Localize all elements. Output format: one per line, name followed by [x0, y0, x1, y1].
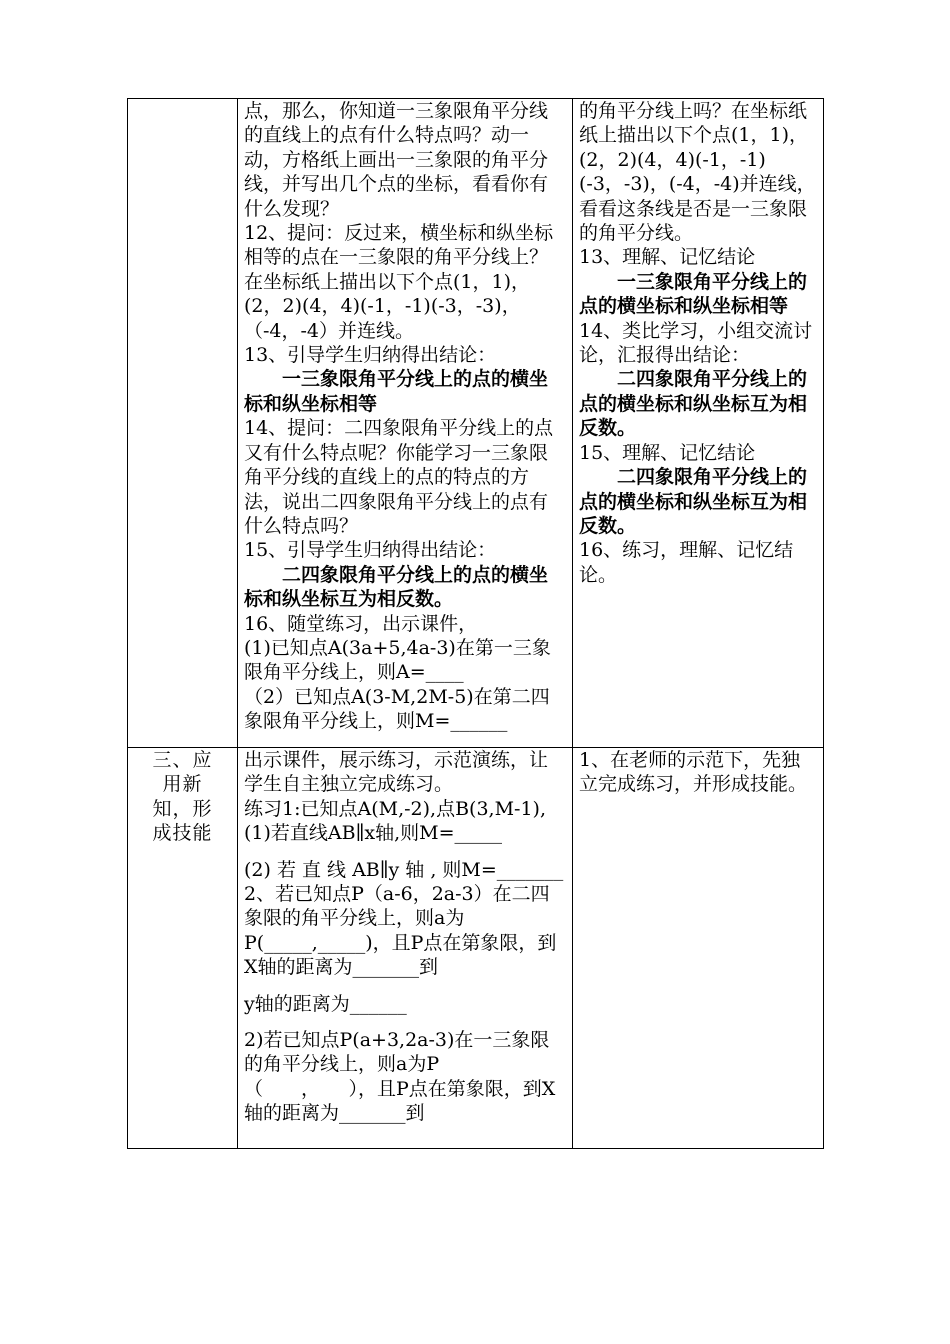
- teacher-paragraph: 15、引导学生归纳得出结论：: [244, 539, 497, 562]
- student-paragraph: 的角平分线上吗？在坐标纸纸上描出以下个点(1，1)，(2，2)(4，4)(-1，-1)(-3，-3)，(-4，-4)并连线，看看这条线是否是一三象限的角平分线。: [579, 100, 816, 245]
- exercise-text: 2)若已知点P(a+3,2a-3)在一三象限的角平分线上，则a为P（ ， ），且P点在第象限，到X轴的距离为_______到: [244, 1029, 556, 1125]
- conclusion-text: 二四象限角平分线上的点的横坐标和纵坐标互为相反数。: [244, 563, 549, 611]
- conclusion-text: 一三象限角平分线上的点的横坐标和纵坐标相等: [579, 270, 808, 318]
- exercise-text: 练习1:已知点A(M,-2),点B(3,M-1),: [244, 797, 546, 820]
- teacher-paragraph: 12、提问：反过来，横坐标和纵坐标相等的点在一三象限的角平分线上？在坐标纸上描出以下个点(1，1)，(2，2)(4，4)(-1，-1)(-3，-3)，（-4，-4）并连线。: [244, 222, 554, 342]
- exercise-text: y轴的距离为______: [244, 992, 407, 1015]
- student-paragraph: 16、练习，理解、记忆结论。: [579, 539, 794, 586]
- exercise-text: （2）已知点A(3-M,2M-5)在第二四象限角平分线上，则M=______: [244, 685, 550, 733]
- teacher-paragraph: 16、随堂练习，出示课件，: [244, 612, 478, 635]
- exercise-text: (1)若直线AB∥x轴,则M=_____: [244, 822, 503, 845]
- stage-label: 三、应用新知，形成技能: [152, 749, 213, 845]
- conclusion-text: 二四象限角平分线上的点的横坐标和纵坐标互为相反数。: [579, 466, 808, 537]
- student-paragraph: 1、在老师的示范下，先独立完成练习，并形成技能。: [579, 749, 808, 796]
- stage-cell: [128, 748, 238, 1149]
- student-activity-cell: [573, 99, 824, 748]
- conclusion-text: 一三象限角平分线上的点的横坐标和纵坐标相等: [244, 368, 549, 415]
- lesson-plan-table: [127, 98, 824, 1149]
- table-row: [128, 99, 824, 748]
- stage-cell: [128, 99, 238, 748]
- teacher-paragraph: 点，那么，你知道一三象限角平分线的直线上的点有什么特点吗？动一动，方格纸上画出一三象限的角平分线，并写出几个点的坐标，看看你有什么发现？: [244, 100, 549, 220]
- exercise-text: (1)已知点A(3a+5,4a-3)在第一三象限角平分线上，则A=____: [244, 636, 551, 684]
- teacher-paragraph: 13、引导学生归纳得出结论：: [244, 344, 497, 367]
- student-paragraph: 13、理解、记忆结论: [579, 246, 756, 269]
- conclusion-text: 二四象限角平分线上的点的横坐标和纵坐标互为相反数。: [579, 368, 808, 440]
- student-paragraph: 15、理解、记忆结论: [579, 441, 756, 464]
- teacher-activity-cell: [238, 99, 573, 748]
- teacher-activity-cell: [238, 748, 573, 1149]
- table-row: [128, 748, 824, 1149]
- student-activity-cell: [573, 748, 824, 1149]
- exercise-text: (2) 若 直 线 AB∥y 轴 , 则M=_______: [244, 858, 564, 881]
- exercise-text: 2、若已知点P（a-6，2a-3）在二四象限的角平分线上，则a为P(_____,_____)，且P点在第象限，到X轴的距离为_______到: [244, 883, 557, 979]
- teacher-paragraph: 14、提问：二四象限角平分线上的点又有什么特点呢？你能学习一三象限角平分线的直线上的点的特点的方法，说出二四象限角平分线上的点有什么特点吗？: [244, 417, 554, 537]
- teacher-paragraph: 出示课件，展示练习，示范演练，让学生自主独立完成练习。: [244, 749, 549, 796]
- student-paragraph: 14、类比学习，小组交流讨论，汇报得出结论：: [579, 319, 813, 367]
